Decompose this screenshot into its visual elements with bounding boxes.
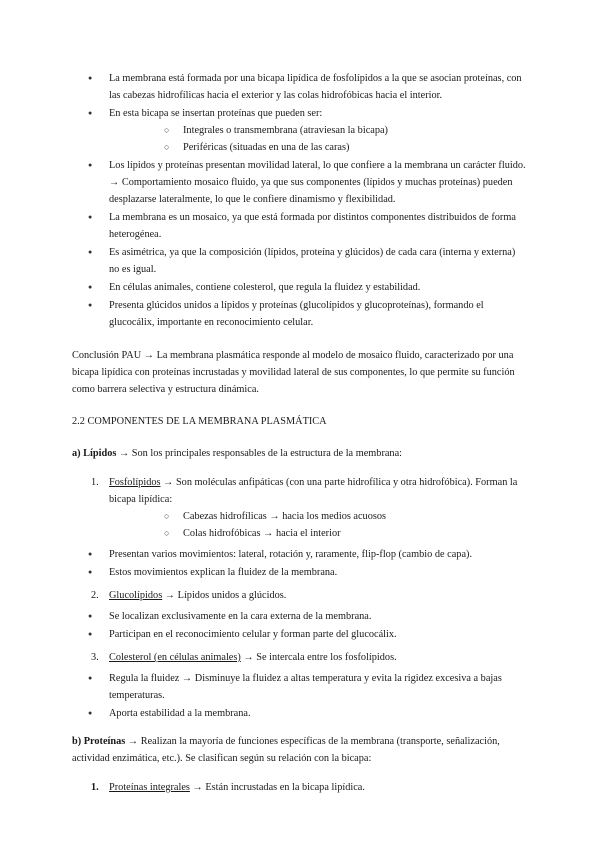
document-content (72, 70, 528, 800)
sub-list-item: ○ Periféricas (situadas en una de las caras) (109, 139, 528, 156)
proteins-label: b) Proteínas (72, 736, 126, 747)
lipids-label: a) Lípidos (72, 448, 117, 459)
cholesterol-bullets (72, 670, 528, 722)
integral-proteins-title: Proteínas integrales (109, 782, 190, 793)
membrane-properties-list (72, 70, 528, 331)
list-item: ● En células animales, contiene colesterol, que regula la fluidez y estabilidad. (72, 279, 528, 296)
list-item: ● Es asimétrica, ya que la composición (lípidos, proteína y glúcidos) de cada cara (interna y externa) no es igual. (72, 244, 528, 278)
list-item: ● La membrana está formada por una bicapa lipídica de fosfolípidos a la que se asocian proteínas, con las cabezas hidrofílicas hacia el exterior y las colas hidrofóbicas hacia el interior. (72, 70, 528, 104)
sub-list-item: ○ Colas hidrofóbicas → hacia el interior (109, 525, 528, 542)
pau-conclusion: Conclusión PAU → La membrana plasmática responde al modelo de mosaico fluido, caracterizado por una bicapa lipídica con proteínas incrustadas y movilidad lateral de sus componentes, lo que permite su función como barrera selectiva y estructura dinámica. (72, 350, 515, 395)
cholesterol-item: 3. Colesterol (en células animales) → Se intercala entre los fosfolípidos. (91, 652, 397, 663)
glycolipids-item: 2. Glucolípidos → Lípidos unidos a glúcidos. (91, 590, 287, 601)
list-item: ● Se localizan exclusivamente en la cara externa de la membrana. (72, 608, 528, 625)
phospholipids-sublist (109, 508, 528, 542)
integral-proteins-item: 1. Proteínas integrales → Están incrustadas en la bicapa lipídica. (91, 782, 365, 793)
list-item: ● Regula la fluidez → Disminuye la fluidez a altas temperatura y evita la rigidez excesiva a bajas temperaturas. (72, 670, 528, 704)
list-item: ● Presenta glúcidos unidos a lípidos y proteínas (glucolípidos y glucoproteínas), formando el glucocálix, importante en reconocimiento celular. (72, 297, 528, 331)
phospholipids-bullets (72, 546, 528, 581)
sub-list-item: ○ Integrales o transmembrana (atraviesan la bicapa) (109, 122, 528, 139)
glycolipids-title: Glucolípidos (109, 590, 163, 601)
list-item: ● En esta bicapa se insertan proteínas que pueden ser: ○ Integrales o transmembrana (atraviesan la bicapa) ○ Periféricas (situadas en una de las caras) (72, 105, 528, 156)
protein-types-sublist (109, 122, 528, 156)
phospholipids-title: Fosfolípidos (109, 477, 161, 488)
phospholipids-item: 1. Fosfolípidos → Son moléculas anfipáticas (con una parte hidrofílica y otra hidrofóbica). Forman la bicapa lipídica: ○ Cabezas hidrofílicas → hacia los medios acuosos ○ Colas hidrofóbicas → hacia el interior (72, 474, 528, 542)
list-item: ● Participan en el reconocimiento celular y forman parte del glucocálix. (72, 626, 528, 643)
section-heading: 2.2 COMPONENTES DE LA MEMBRANA PLASMÁTICA (72, 416, 327, 427)
list-item: ● Los lípidos y proteínas presentan movilidad lateral, lo que confiere a la membrana un carácter fluido. → Comportamiento mosaico fluido, ya que sus componentes (lípidos y muchas proteínas) pueden desplazarse lateralmente, lo que le confiere dinamismo y flexibilidad. (72, 157, 528, 208)
lipids-intro: a) Lípidos → Son los principales responsables de la estructura de la membrana: (72, 448, 403, 459)
glycolipids-bullets (72, 608, 528, 643)
cholesterol-title: Colesterol (en células animales) (109, 652, 241, 663)
list-item: ● La membrana es un mosaico, ya que está formada por distintos componentes distribuidos de forma heterogénea. (72, 209, 528, 243)
list-item: ● Aporta estabilidad a la membrana. (72, 705, 528, 722)
list-item: ● Estos movimientos explican la fluidez de la membrana. (72, 564, 528, 581)
proteins-intro: b) Proteínas → Realizan la mayoría de funciones específicas de la membrana (transporte, señalización, actividad enzimática, etc.). Se clasifican según su relación con la bicapa: (72, 736, 500, 764)
sub-list-item: ○ Cabezas hidrofílicas → hacia los medios acuosos (109, 508, 528, 525)
list-item: ● Presentan varios movimientos: lateral, rotación y, raramente, flip-flop (cambio de capa). (72, 546, 528, 563)
